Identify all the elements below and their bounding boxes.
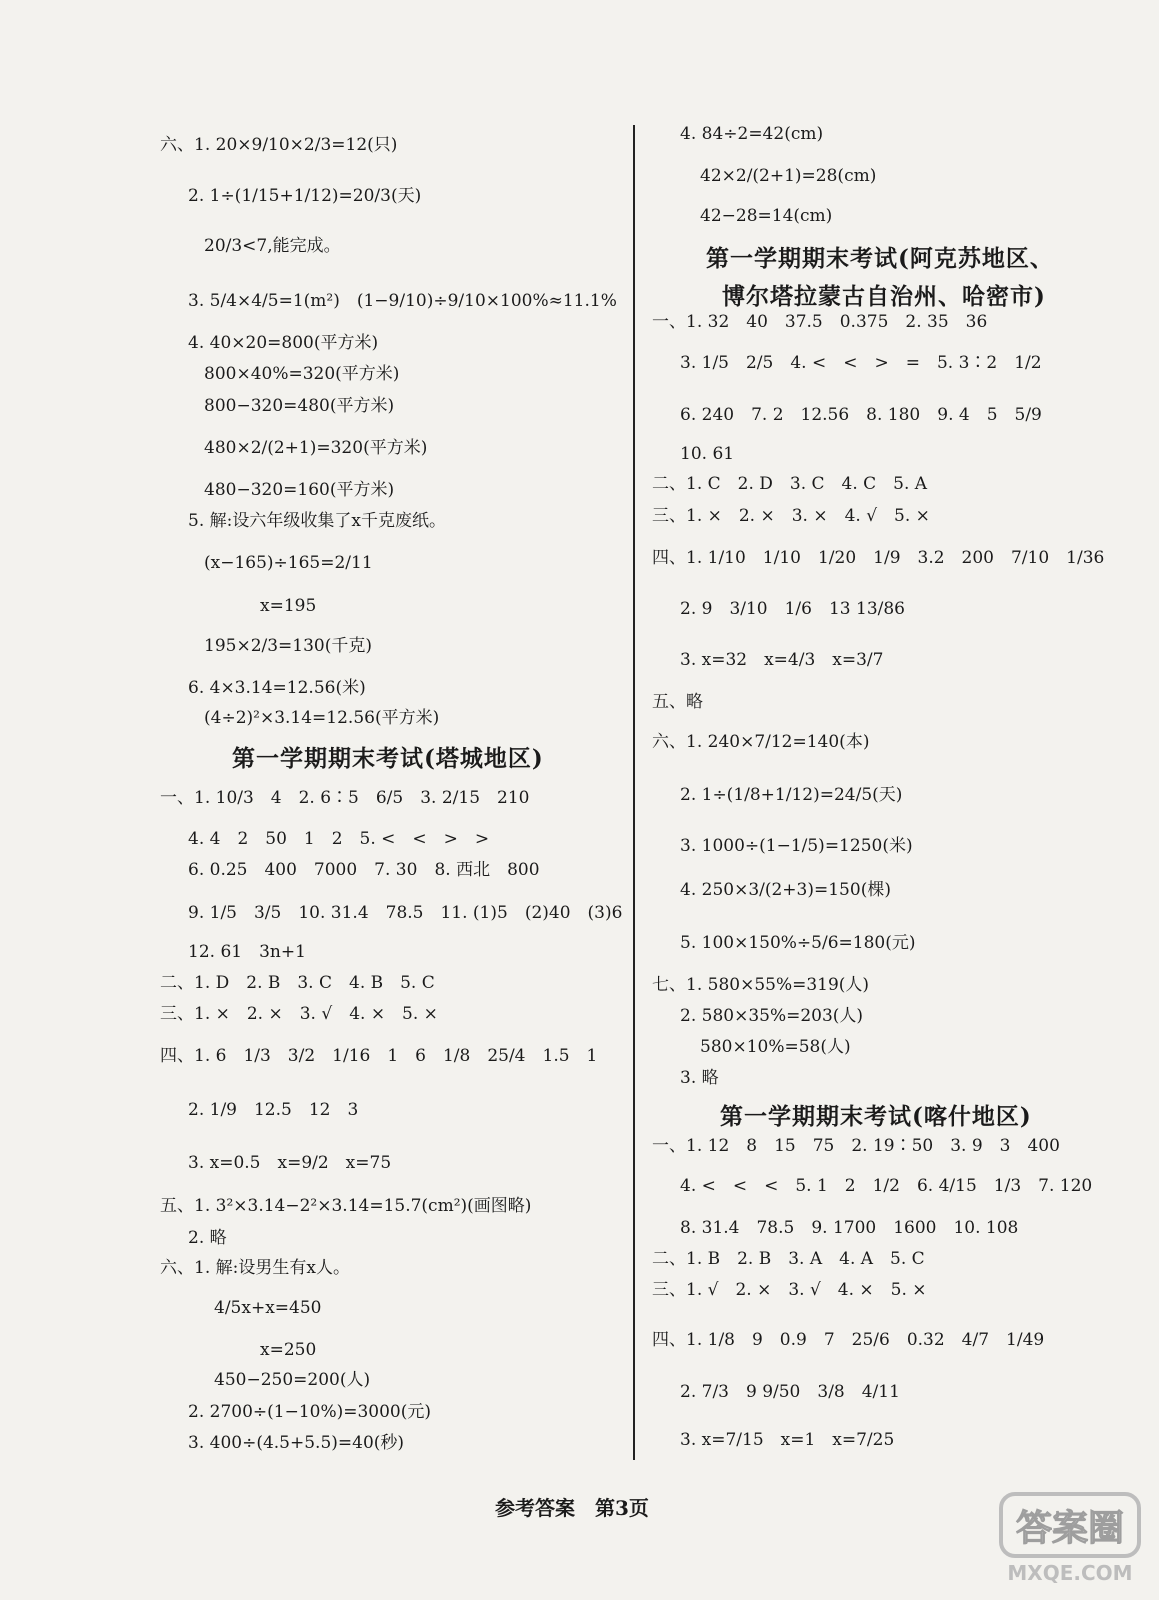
answer-line: 四、1. 6 1/3 3/2 1/16 1 6 1/8 25/4 1.5 1 [160,1046,598,1066]
answer-line: 450−250=200(人) [214,1370,371,1390]
answer-line: 4. 84÷2=42(cm) [680,124,824,144]
answer-line: 一、1. 32 40 37.5 0.375 2. 35 36 [652,312,988,332]
answer-line: 9. 1/5 3/5 10. 31.4 78.5 11. (1)5 (2)40 (3)6 [188,903,623,923]
answer-line: 480−320=160(平方米) [204,480,395,500]
answer-line: 800×40%=320(平方米) [204,364,400,384]
answer-line: 42−28=14(cm) [700,206,833,226]
section-heading-kashgar: 第一学期期末考试(喀什地区) [720,1103,1032,1130]
answer-line: 4. 4 2 50 1 2 5. < < > > [188,829,490,849]
answer-line: 2. 9 3/10 1/6 13 13/86 [680,599,906,619]
answer-line: (x−165)÷165=2/11 [204,553,373,573]
answer-line: 3. 5/4×4/5=1(m²) (1−9/10)÷9/10×100%≈11.1% [188,291,617,311]
answer-line: 42×2/(2+1)=28(cm) [700,166,877,186]
answer-line: 3. x=0.5 x=9/2 x=75 [188,1153,392,1173]
answer-line: 六、1. 240×7/12=140(本) [652,732,870,752]
answer-line: 480×2/(2+1)=320(平方米) [204,438,428,458]
answer-line: 3. 400÷(4.5+5.5)=40(秒) [188,1433,405,1453]
answer-line: 二、1. C 2. D 3. C 4. C 5. A [652,474,928,494]
page-footer: 参考答案 第3页 [495,1496,649,1520]
answer-line: 3. 1/5 2/5 4. < < > = 5. 3∶2 1/2 [680,353,1042,373]
answer-line: 3. x=7/15 x=1 x=7/25 [680,1430,895,1450]
answer-line: 一、1. 10/3 4 2. 6∶5 6/5 3. 2/15 210 [160,788,530,808]
answer-line: 3. 略 [680,1068,719,1088]
answer-line: 20/3<7,能完成。 [204,236,341,256]
watermark-text: 答案圈 [1015,1508,1125,1549]
watermark-logo-icon [995,1488,1145,1588]
answer-line: 五、略 [652,692,703,712]
answer-line: 一、1. 12 8 15 75 2. 19∶50 3. 9 3 400 [652,1136,1060,1156]
answer-line: 三、1. × 2. × 3. × 4. √ 5. × [652,506,930,526]
answer-line: 二、1. D 2. B 3. C 4. B 5. C [160,973,435,993]
answer-line: 6. 0.25 400 7000 7. 30 8. 西北 800 [188,860,540,880]
answer-line: 2. 7/3 9 9/50 3/8 4/11 [680,1382,900,1402]
answer-line: 4. 250×3/(2+3)=150(棵) [680,880,891,900]
answer-line: 6. 4×3.14=12.56(米) [188,678,366,698]
answer-line: 2. 2700÷(1−10%)=3000(元) [188,1402,432,1422]
answer-line: 六、1. 20×9/10×2/3=12(只) [160,135,398,155]
answer-line: 2. 1÷(1/8+1/12)=24/5(天) [680,785,903,805]
answer-line: 二、1. B 2. B 3. A 4. A 5. C [652,1249,925,1269]
answer-line: 2. 1/9 12.5 12 3 [188,1100,359,1120]
answer-line: 四、1. 1/10 1/10 1/20 1/9 3.2 200 7/10 1/36 [652,548,1105,568]
answer-line: 8. 31.4 78.5 9. 1700 1600 10. 108 [680,1218,1019,1238]
answer-line: 2. 1÷(1/15+1/12)=20/3(天) [188,186,422,206]
answer-line: 580×10%=58(人) [700,1037,851,1057]
answer-line: 三、1. √ 2. × 3. √ 4. × 5. × [652,1280,927,1300]
answer-line: 四、1. 1/8 9 0.9 7 25/6 0.32 4/7 1/49 [652,1330,1045,1350]
section-heading-aksu-1: 第一学期期末考试(阿克苏地区、 [706,245,1054,272]
column-divider [633,125,635,1460]
answer-line: (4÷2)²×3.14=12.56(平方米) [204,708,440,728]
answer-line: 2. 580×35%=203(人) [680,1006,864,1026]
answer-line: 3. x=32 x=4/3 x=3/7 [680,650,884,670]
answer-line: 3. 1000÷(1−1/5)=1250(米) [680,836,913,856]
answer-line: 5. 100×150%÷5/6=180(元) [680,933,916,953]
answer-line: 6. 240 7. 2 12.56 8. 180 9. 4 5 5/9 [680,405,1042,425]
answer-line: 12. 61 3n+1 [188,942,306,962]
answer-line: 4/5x+x=450 [214,1298,322,1318]
answer-line: x=250 [260,1340,317,1360]
answer-line: x=195 [260,596,317,616]
answer-line: 10. 61 [680,444,735,464]
answer-line: 5. 解:设六年级收集了x千克废纸。 [188,511,446,531]
answer-line: 800−320=480(平方米) [204,396,395,416]
answer-line: 2. 略 [188,1228,227,1248]
answer-line: 三、1. × 2. × 3. √ 4. × 5. × [160,1004,438,1024]
section-heading-aksu-2: 博尔塔拉蒙古自治州、哈密市) [722,283,1046,310]
answer-line: 五、1. 3²×3.14−2²×3.14=15.7(cm²)(画图略) [160,1196,532,1216]
answer-line: 195×2/3=130(千克) [204,636,373,656]
answer-line: 4. < < < 5. 1 2 1/2 6. 4/15 1/3 7. 120 [680,1176,1093,1196]
answer-line: 六、1. 解:设男生有x人。 [160,1258,350,1278]
answer-line: 4. 40×20=800(平方米) [188,333,379,353]
section-heading-tacheng: 第一学期期末考试(塔城地区) [232,745,544,772]
watermark-url: MXQE.COM [1007,1561,1133,1585]
answer-line: 七、1. 580×55%=319(人) [652,975,870,995]
